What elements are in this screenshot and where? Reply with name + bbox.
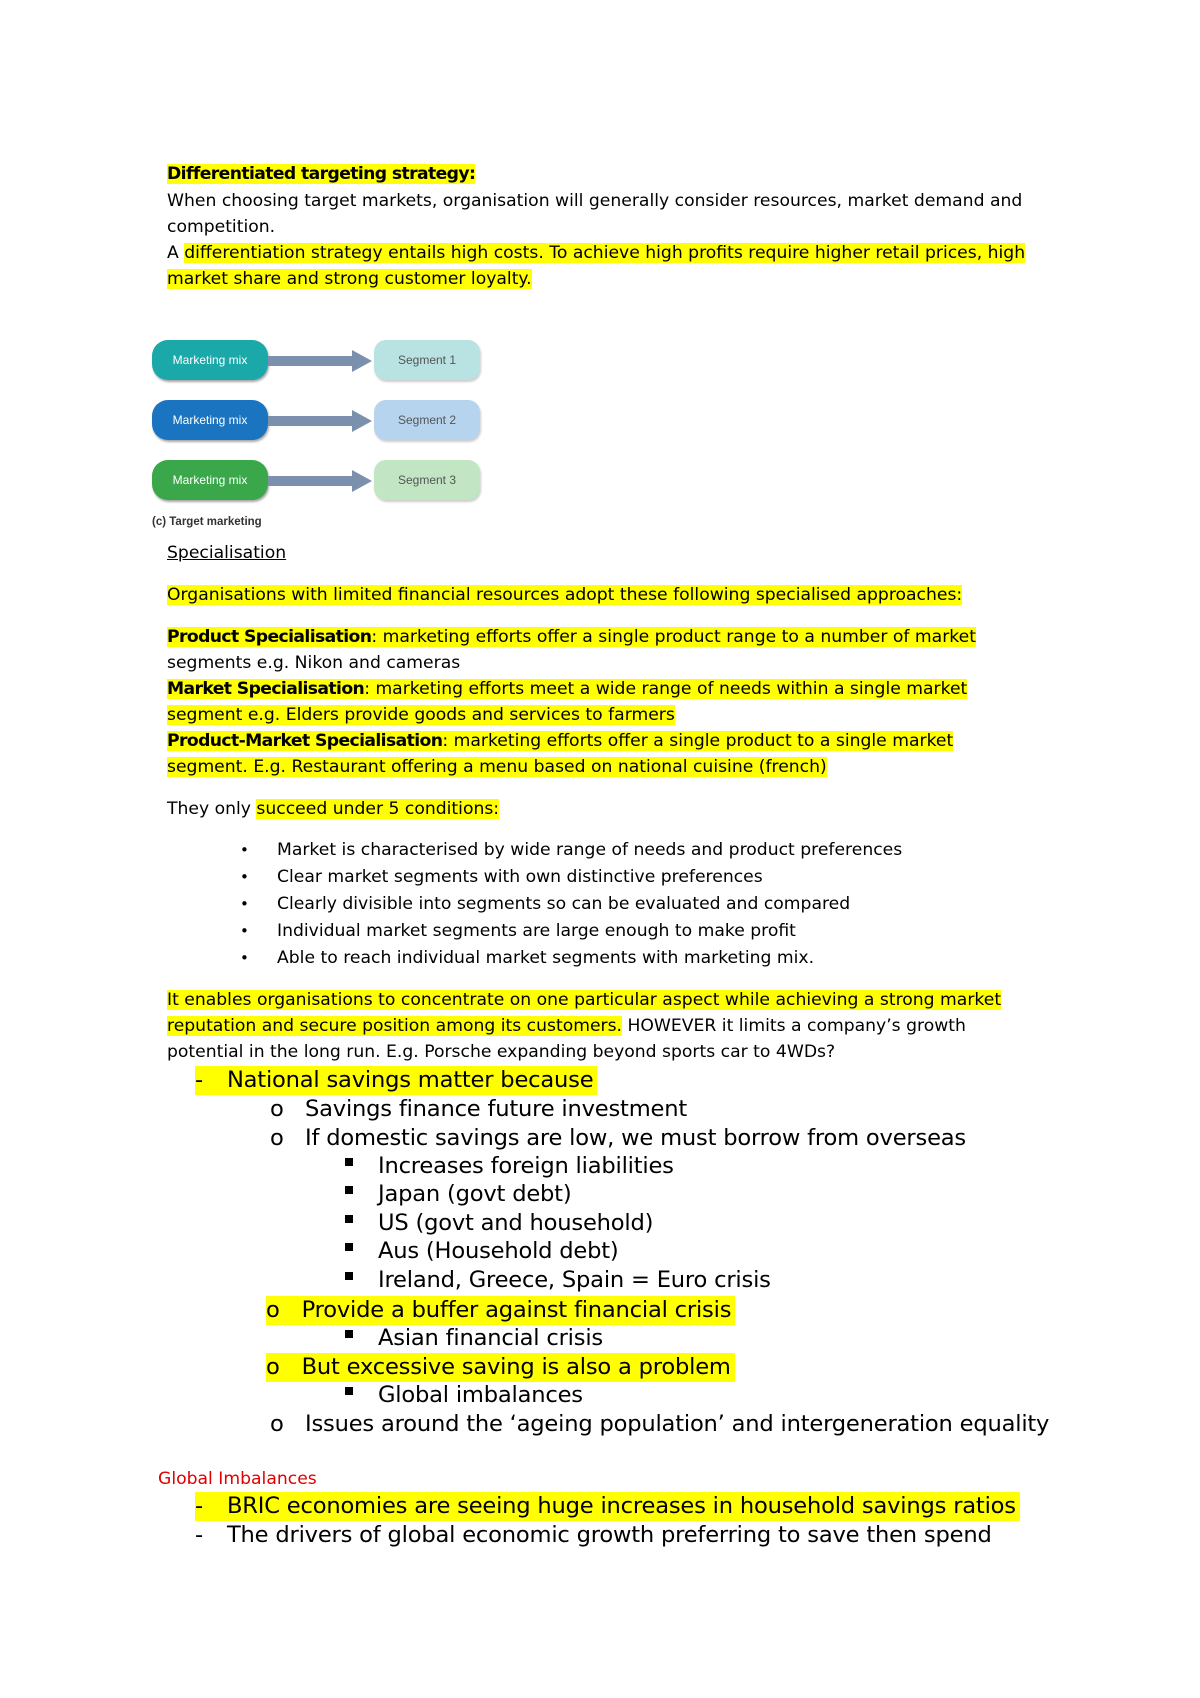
summary-line: potential in the long run. E.g. Porsche expanding beyond sports car to 4WDs? <box>167 1042 836 1062</box>
list-item: Global imbalances <box>378 1382 583 1408</box>
segment-label: Segment 3 <box>397 473 457 487</box>
segment-box <box>374 400 480 440</box>
square-bullet-icon <box>345 1158 353 1166</box>
arrow-icon <box>268 410 372 432</box>
marketing-mix-box <box>152 460 268 500</box>
list-item: Ireland, Greece, Spain = Euro crisis <box>378 1267 771 1293</box>
highlighted-text: succeed under 5 conditions: <box>256 799 500 819</box>
square-bullet-icon <box>345 1215 353 1223</box>
list-item: Asian financial crisis <box>378 1325 603 1351</box>
arrow-icon <box>268 350 372 372</box>
list-item-text: The drivers of global economic growth preferring to save then spend <box>226 1522 992 1548</box>
highlighted-text: : marketing efforts offer a single product to a single market <box>442 731 954 751</box>
highlighted-text: reputation and secure position among its customers. <box>167 1016 623 1036</box>
bullet-icon: • <box>240 949 249 967</box>
dash-marker: - <box>195 1522 203 1548</box>
bullet-icon: • <box>240 895 249 913</box>
bullet-icon: • <box>240 841 249 859</box>
spec-item <box>167 624 976 651</box>
arrow-icon <box>268 470 372 492</box>
para-text: They only <box>167 799 257 819</box>
section-heading <box>167 161 475 188</box>
highlighted-text: market share and strong customer loyalty. <box>167 269 532 289</box>
savings-heading <box>195 1066 597 1095</box>
square-bullet-icon <box>345 1387 353 1395</box>
list-item: Individual market segments are large enough to make profit <box>277 921 796 941</box>
dash-marker: - <box>195 1067 203 1093</box>
marketing-mix-label: Marketing mix <box>172 353 248 367</box>
highlighted-text: It enables organisations to concentrate on one particular aspect while achieving a strong market <box>167 990 1002 1010</box>
marketing-mix-label: Marketing mix <box>172 413 248 427</box>
segment-label: Segment 1 <box>397 353 457 367</box>
spec-item <box>167 676 967 703</box>
spec-item-line2 <box>167 702 675 729</box>
circle-bullet-icon: o <box>270 1125 284 1151</box>
summary-line <box>167 1013 966 1040</box>
circle-bullet-icon: o <box>270 1411 284 1437</box>
para-line: competition. <box>167 217 276 237</box>
list-item: Clearly divisible into segments so can be evaluated and compared <box>277 894 851 914</box>
para-text: HOWEVER it limits a company’s growth <box>622 1016 966 1036</box>
spec-term: Product-Market Specialisation <box>167 731 443 751</box>
highlighted-list-item <box>195 1492 1020 1521</box>
list-item: Japan (govt debt) <box>378 1181 572 1207</box>
highlighted-text: segment. E.g. Restaurant offering a menu based on national cuisine (french) <box>167 757 827 777</box>
segment-box <box>374 460 480 500</box>
marketing-mix-label: Marketing mix <box>172 473 248 487</box>
para-line <box>167 240 1025 267</box>
heading-text: Differentiated targeting strategy: <box>167 164 476 184</box>
circle-bullet-icon: o <box>270 1096 284 1122</box>
specialisation-title: Specialisation <box>167 543 287 563</box>
bullet-icon: • <box>240 922 249 940</box>
bullet-icon: • <box>240 868 249 886</box>
square-bullet-icon <box>345 1243 353 1251</box>
list-item: Issues around the ‘ageing population’ and intergeneration equality <box>305 1411 1050 1437</box>
square-bullet-icon <box>345 1330 353 1338</box>
highlighted-text: Organisations with limited financial resources adopt these following specialised approaches: <box>167 585 963 605</box>
list-item: If domestic savings are low, we must borrow from overseas <box>305 1125 966 1151</box>
list-item: Savings finance future investment <box>305 1096 687 1122</box>
diagram-caption: (c) Target marketing <box>152 516 262 528</box>
spec-item-line2 <box>167 754 827 781</box>
para-line <box>167 582 962 609</box>
list-item: Increases foreign liabilities <box>378 1153 674 1179</box>
segment-box <box>374 340 480 380</box>
list-item-text: Provide a buffer against financial crisis <box>301 1297 732 1323</box>
circle-bullet-icon: o <box>266 1354 280 1380</box>
spec-term: Product Specialisation <box>167 627 372 647</box>
list-item: Market is characterised by wide range of needs and product preferences <box>277 840 903 860</box>
global-imbalances-title: Global Imbalances <box>158 1469 317 1489</box>
highlighted-text: : marketing efforts offer a single product range to a number of market <box>371 627 976 647</box>
spec-item <box>167 728 953 755</box>
list-item: Aus (Household debt) <box>378 1238 619 1264</box>
list-item: Able to reach individual market segments with marketing mix. <box>277 948 815 968</box>
list-item: US (govt and household) <box>378 1210 654 1236</box>
spec-term: Market Specialisation <box>167 679 365 699</box>
spec-item-line2: segments e.g. Nikon and cameras <box>167 653 461 673</box>
square-bullet-icon <box>345 1186 353 1194</box>
para-text: A <box>167 243 185 263</box>
highlighted-list-item <box>266 1296 735 1325</box>
list-item: Clear market segments with own distinctive preferences <box>277 867 763 887</box>
para-line <box>167 266 532 293</box>
para-line: When choosing target markets, organisation will generally consider resources, market demand and <box>167 191 1023 211</box>
square-bullet-icon <box>345 1272 353 1280</box>
list-item-text: BRIC economies are seeing huge increases in household savings ratios <box>226 1493 1016 1519</box>
circle-bullet-icon: o <box>266 1297 280 1323</box>
savings-heading-text: National savings matter because <box>226 1067 594 1093</box>
highlighted-list-item <box>266 1353 735 1382</box>
conditions-intro <box>167 796 499 823</box>
list-item-text: But excessive saving is also a problem <box>301 1354 731 1380</box>
segment-label: Segment 2 <box>397 413 457 427</box>
highlighted-text: differentiation strategy entails high costs. To achieve high profits require higher retail prices, high <box>184 243 1026 263</box>
list-item <box>195 1521 992 1550</box>
highlighted-text: segment e.g. Elders provide goods and services to farmers <box>167 705 675 725</box>
marketing-mix-box <box>152 400 268 440</box>
marketing-mix-box <box>152 340 268 380</box>
summary-line <box>167 987 1001 1014</box>
dash-marker: - <box>195 1493 203 1519</box>
highlighted-text: : marketing efforts meet a wide range of needs within a single market <box>364 679 968 699</box>
